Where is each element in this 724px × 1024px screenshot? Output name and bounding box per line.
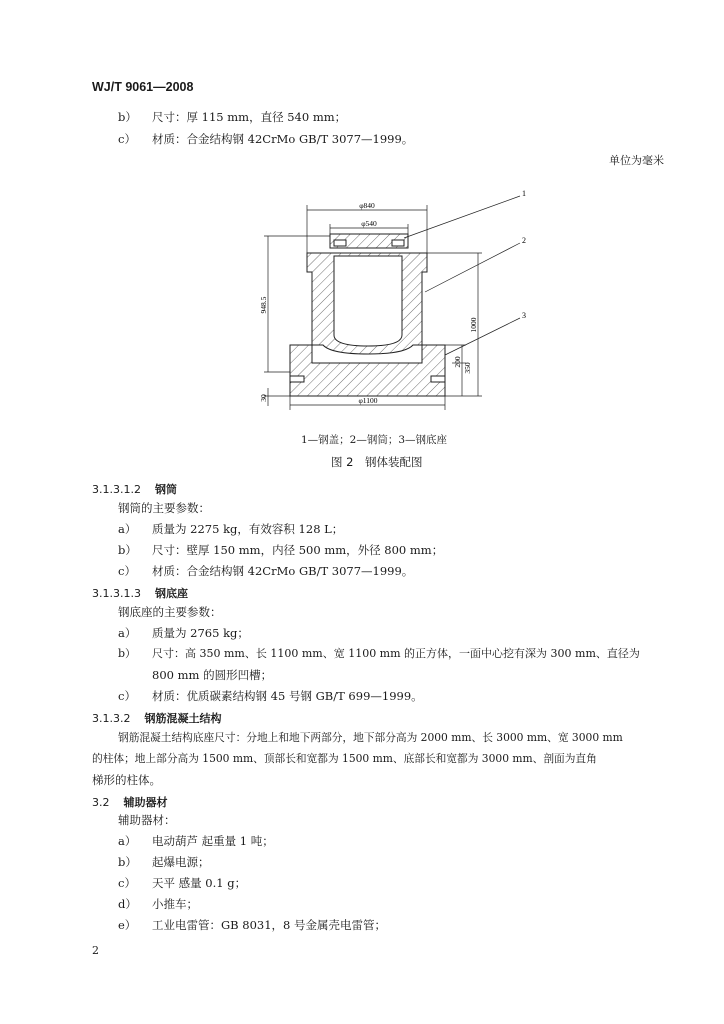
section-heading (92, 794, 168, 810)
item-text: 尺寸：厚 115 mm，直径 540 mm； (152, 110, 347, 124)
unit-note: 单位为毫米 (609, 154, 664, 167)
item-label: a） (118, 626, 137, 640)
paragraph-line: 的柱体；地上部分高为 1500 mm、顶部长和宽都为 1500 mm、底部长和宽都为 3000 mm、剖面为直角 (92, 752, 597, 765)
paragraph-line: 钢筋混凝土结构底座尺寸：分地上和地下两部分，地下部分高为 2000 mm、长 3000 mm、宽 3000 mm (118, 731, 623, 744)
item-text: 质量为 2275 kg，有效容积 128 L； (152, 522, 344, 536)
list-item (118, 522, 343, 536)
item-label: c） (118, 564, 136, 578)
callout-3: 3 (522, 311, 526, 320)
list-item (118, 876, 246, 890)
dim-slot-offset: 30 (259, 394, 268, 402)
section-heading (92, 710, 221, 726)
callout-2: 2 (522, 236, 526, 245)
list-item (118, 626, 249, 640)
item-text: 天平 感量 0.1 g； (152, 876, 247, 890)
paragraph-line: 梯形的柱体。 (92, 773, 161, 787)
item-label: c） (118, 132, 136, 146)
section-number: 3.1.3.2 (92, 712, 131, 725)
item-label: c） (118, 876, 136, 890)
item-label: a） (118, 522, 137, 536)
item-label: e） (118, 918, 137, 932)
dim-base-width: φ1100 (358, 396, 378, 405)
paragraph: 钢筒的主要参数： (118, 501, 210, 515)
section-title: 辅助器材 (123, 796, 168, 809)
item-label: b） (118, 647, 137, 660)
dim-lid-diameter: φ540 (361, 219, 377, 228)
item-text: 小推车； (152, 897, 198, 911)
item-text: 尺寸：壁厚 150 mm，内径 500 mm，外径 800 mm； (152, 543, 444, 557)
item-text: 材质：合金结构钢 42CrMo GB/T 3077—1999。 (152, 132, 414, 146)
list-item (118, 918, 386, 932)
section-number: 3.1.3.1.2 (92, 483, 141, 496)
list-item (118, 689, 423, 703)
section-heading (92, 585, 188, 601)
item-label: b） (118, 543, 137, 557)
figure-caption: 图 2 钢体装配图 (331, 455, 423, 469)
section-number: 3.1.3.1.3 (92, 587, 141, 600)
list-item (118, 543, 443, 557)
item-text: 尺寸：高 350 mm、长 1100 mm、宽 1100 mm 的正方体，一面中心挖有深为 300 mm、直径为 (152, 647, 640, 660)
item-label: b） (118, 855, 137, 869)
doc-header-code: WJ/T 9061—2008 (92, 80, 194, 94)
section-title: 钢筋混凝土结构 (144, 712, 222, 725)
dim-total-height: 948.5 (259, 296, 268, 314)
item-text: 材质：合金结构钢 42CrMo GB/T 3077—1999。 (152, 564, 414, 578)
callout-1: 1 (522, 189, 526, 198)
section-heading (92, 481, 177, 497)
item-label: d） (118, 897, 137, 911)
steel-tube (307, 253, 427, 354)
list-item (118, 647, 640, 661)
item-label: b） (118, 110, 137, 124)
item-text: 电动葫芦 起重量 1 吨； (152, 834, 274, 848)
page-number: 2 (92, 944, 99, 957)
dim-base-height: 350 (463, 362, 472, 374)
item-text: 工业电雷管：GB 8031，8 号金属壳电雷管； (152, 918, 387, 932)
list-item-continuation: 800 mm 的圆形凹槽； (152, 668, 273, 682)
list-item (118, 855, 210, 869)
paragraph: 辅助器材： (118, 813, 176, 827)
section-title: 钢筒 (154, 483, 177, 496)
assembly-figure (0, 0, 724, 440)
section-title: 钢底座 (154, 587, 188, 600)
paragraph: 钢底座的主要参数： (118, 605, 222, 619)
figure-legend: 1—钢盖；2—钢筒；3—钢底座 (301, 434, 448, 446)
section-number: 3.2 (92, 796, 110, 809)
item-text: 质量为 2765 kg； (152, 626, 249, 640)
list-item (118, 834, 274, 848)
dim-outer-diameter: φ840 (359, 201, 375, 210)
item-label: c） (118, 689, 136, 703)
dim-recess-depth: 200 (453, 356, 462, 368)
list-item (118, 564, 413, 578)
item-text: 材质：优质碳素结构钢 45 号钢 GB/T 699—1999。 (152, 689, 423, 703)
list-item (118, 897, 198, 911)
item-label: a） (118, 834, 137, 848)
item-text: 起爆电源； (152, 855, 210, 869)
dim-tube-height: 1000 (469, 317, 478, 333)
